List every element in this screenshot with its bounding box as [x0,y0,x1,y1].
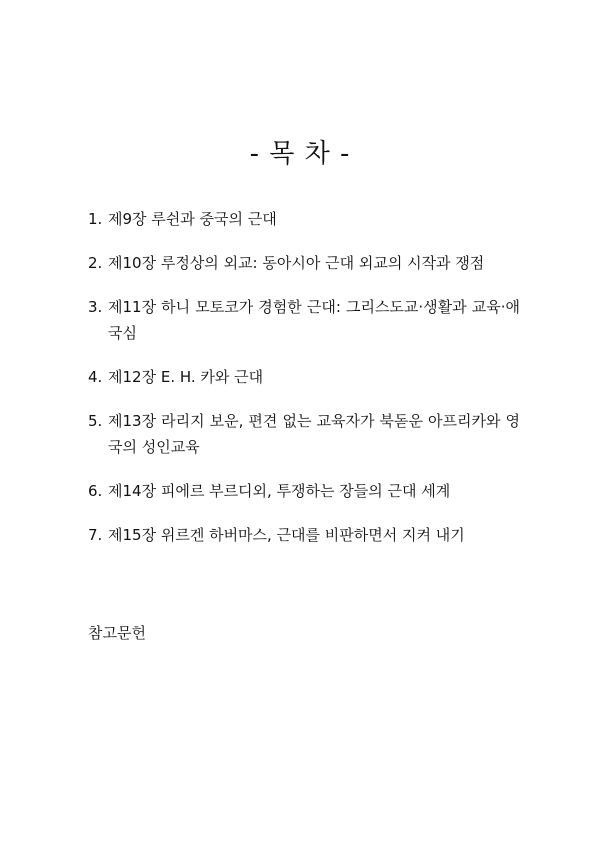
toc-item-number: 7. [88,526,103,544]
toc-item-text: 제9장 루쉰과 중국의 근대 [108,210,277,228]
toc-item [88,522,520,548]
references-heading: 참고문헌 [88,624,146,642]
toc-item [88,364,520,390]
toc-item-text: 제13장 라리지 보운, 편견 없는 교육자가 북돋운 아프리카와 영국의 성인교육 [108,412,520,456]
toc-item-text: 제15장 위르겐 하버마스, 근대를 비판하면서 지켜 내기 [108,526,465,544]
toc-item-number: 5. [88,412,103,430]
toc-item-number: 3. [88,298,103,316]
toc-item-number: 4. [88,368,103,386]
toc-item-number: 2. [88,254,103,272]
toc-item-text: 제11장 하니 모토코가 경험한 근대: 그리스도교·생활과 교육·애국심 [108,298,520,342]
toc-item [88,250,520,276]
toc-item-text: 제12장 E. H. 카와 근대 [108,368,264,386]
toc-item [88,294,520,346]
toc-item-number: 6. [88,482,103,500]
toc-item [88,206,520,232]
toc-item [88,478,520,504]
toc-item-text: 제10장 루정상의 외교: 동아시아 근대 외교의 시작과 쟁점 [108,254,485,272]
toc-list [88,206,520,566]
toc-item-text: 제14장 피에르 부르디외, 투쟁하는 장들의 근대 세계 [108,482,451,500]
toc-item-number: 1. [88,210,103,228]
toc-item [88,408,520,460]
toc-title: - 목 차 - [249,139,351,169]
